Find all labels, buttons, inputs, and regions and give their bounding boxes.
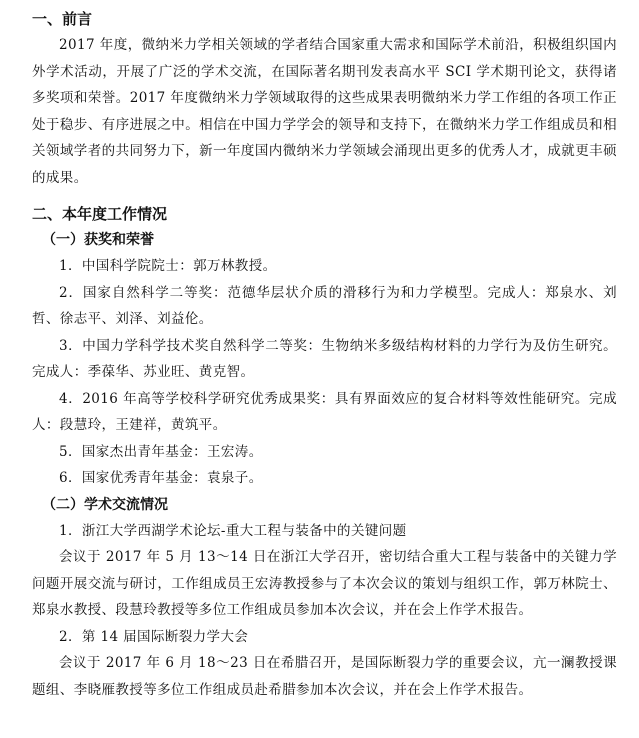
award-item: 2．国家自然科学二等奖：范德华层状介质的滑移行为和力学模型。完成人：郑泉水、刘哲、徐志平、刘泽、刘益伦。 [32, 284, 617, 327]
subheading-awards: （一）获奖和荣誉 [42, 232, 154, 248]
event-body: 会议于 2017 年 5 月 13～14 日在浙江大学召开，密切结合重大工程与装备中的关键力学问题开展交流与研讨，工作组成员王宏涛教授参与了本次会议的策划与组织工作，郭万林院士、郑泉水教授、段慧玲教授等多位工作组成员参加本次会议，并在会上作学术报告。 [32, 549, 617, 618]
award-item: 3．中国力学科学技术奖自然科学二等奖：生物纳米多级结构材料的力学行为及仿生研究。完成人：季葆华、苏业旺、黄克智。 [32, 337, 617, 380]
subheading-exchange: （二）学术交流情况 [42, 496, 168, 513]
award-item: 5．国家杰出青年基金：王宏涛。 [59, 443, 263, 460]
award-item: 6．国家优秀青年基金：袁泉子。 [59, 470, 263, 486]
event-body: 会议于 2017 年 6 月 18～23 日在希腊召开，是国际断裂力学的重要会议，亢一澜教授课题组、李晓雁教授等多位工作组成员赴希腊参加本次会议，并在会上作学术报告。 [32, 655, 617, 698]
award-item: 1．中国科学院院士：郭万林教授。 [59, 258, 277, 274]
section-heading-work: 二、本年度工作情况 [32, 205, 168, 223]
event-title: 1．浙江大学西湖学术论坛-重大工程与装备中的关键问题 [59, 522, 407, 539]
section-spacer [32, 191, 617, 201]
event-title: 2．第 14 届国际断裂力学大会 [59, 628, 249, 645]
preface-paragraph: 2017 年度，微纳米力学相关领域的学者结合国家重大需求和国际学术前沿，积极组织国内外学术活动，开展了广泛的学术交流，在国际著名期刊发表高水平 SCI 学术期刊论文，获得诸多奖项和荣誉。2017 年度微纳米力学领域取得的这些成果表明微纳米力学工作组的各项工作正处于稳步、有序进展之中。相信在中国力学学会的领导和支持下，在微纳米力学工作组成员和相关领域学者的共同努力下，新一年度国内微纳米力学领域会涌现出更多的优秀人才，成就更丰硕的成果。 [32, 37, 617, 186]
section-heading-preface: 一、前言 [32, 10, 93, 28]
award-item: 4．2016 年高等学校科学研究优秀成果奖：具有界面效应的复合材料等效性能研究。完成人：段慧玲，王建祥，黄筑平。 [32, 390, 617, 433]
